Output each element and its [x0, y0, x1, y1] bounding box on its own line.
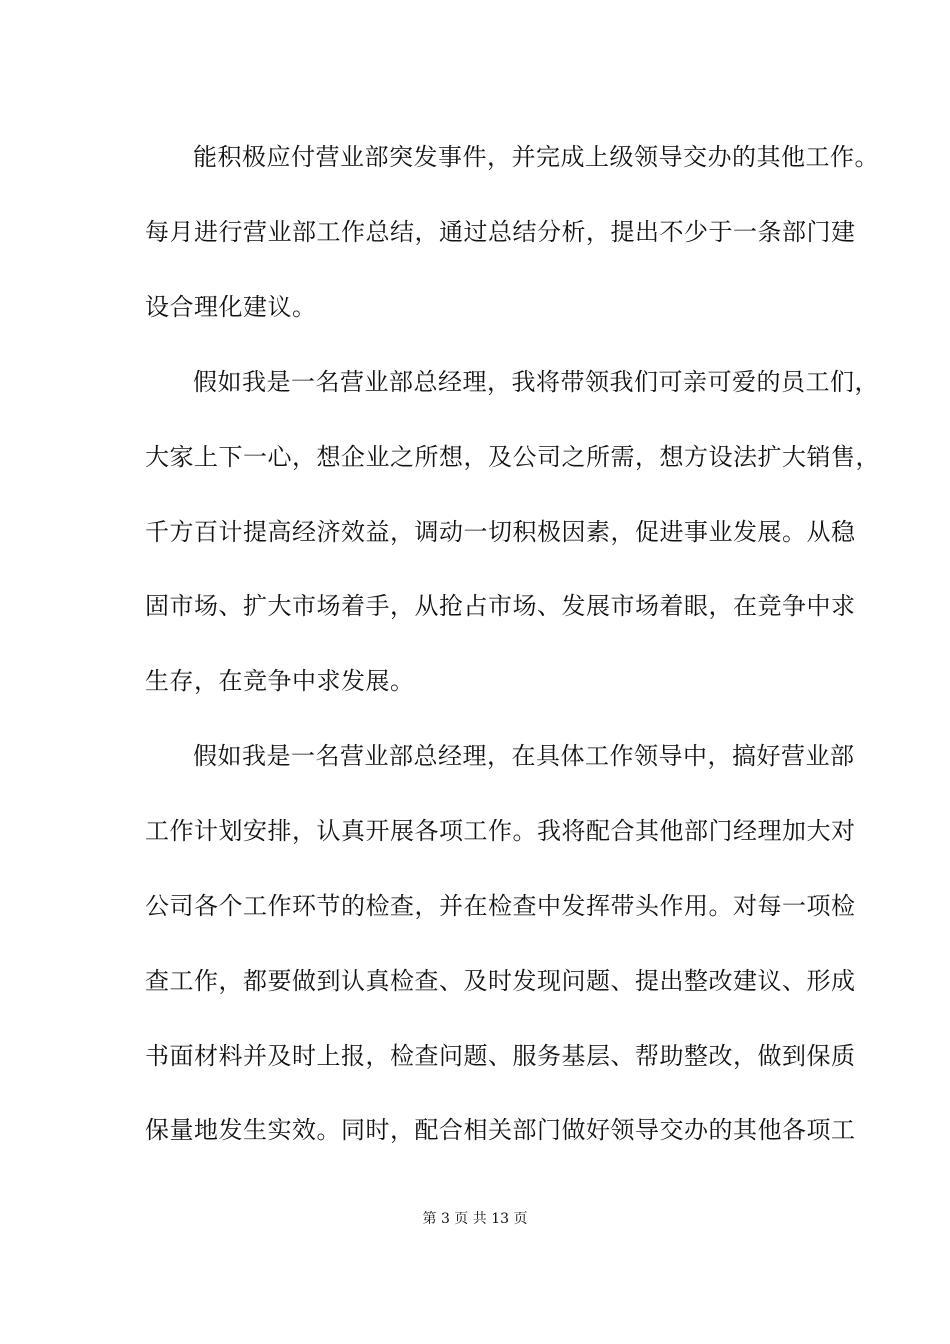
paragraph-2-line-1: 假如我是一名营业部总经理，我将带领我们可亲可爱的员工们， [193, 368, 879, 396]
page-number-footer: 第 3 页 共 13 页 [422, 1211, 528, 1227]
paragraph-2-line-5: 生存，在竞争中求发展。 [145, 667, 415, 695]
paragraph-1-line-1: 能积极应付营业部突发事件，并完成上级领导交办的其他工作。 [193, 143, 879, 171]
paragraph-3-line-3: 公司各个工作环节的检查，并在检查中发挥带头作用。对每一项检 [145, 892, 856, 920]
paragraph-3-line-1: 假如我是一名营业部总经理，在具体工作领导中，搞好营业部 [193, 742, 855, 770]
paragraph-3-line-6: 保量地发生实效。同时，配合相关部门做好领导交办的其他各项工 [145, 1116, 856, 1144]
paragraph-3-line-2: 工作计划安排，认真开展各项工作。我将配合其他部门经理加大对 [145, 817, 856, 845]
paragraph-3-line-5: 书面材料并及时上报，检查问题、服务基层、帮助整改，做到保质 [145, 1042, 856, 1070]
paragraph-2-line-2: 大家上下一心，想企业之所想，及公司之所需，想方设法扩大销售， [145, 443, 880, 471]
paragraph-2-line-3: 千方百计提高经济效益，调动一切积极因素，促进事业发展。从稳 [145, 518, 856, 546]
paragraph-1-line-2: 每月进行营业部工作总结，通过总结分析，提出不少于一条部门建 [145, 218, 856, 246]
paragraph-3-line-4: 查工作，都要做到认真检查、及时发现问题、提出整改建议、形成 [145, 967, 856, 995]
paragraph-1-line-3: 设合理化建议。 [145, 293, 317, 321]
paragraph-2-line-4: 固市场、扩大市场着手，从抢占市场、发展市场着眼，在竞争中求 [145, 592, 856, 620]
